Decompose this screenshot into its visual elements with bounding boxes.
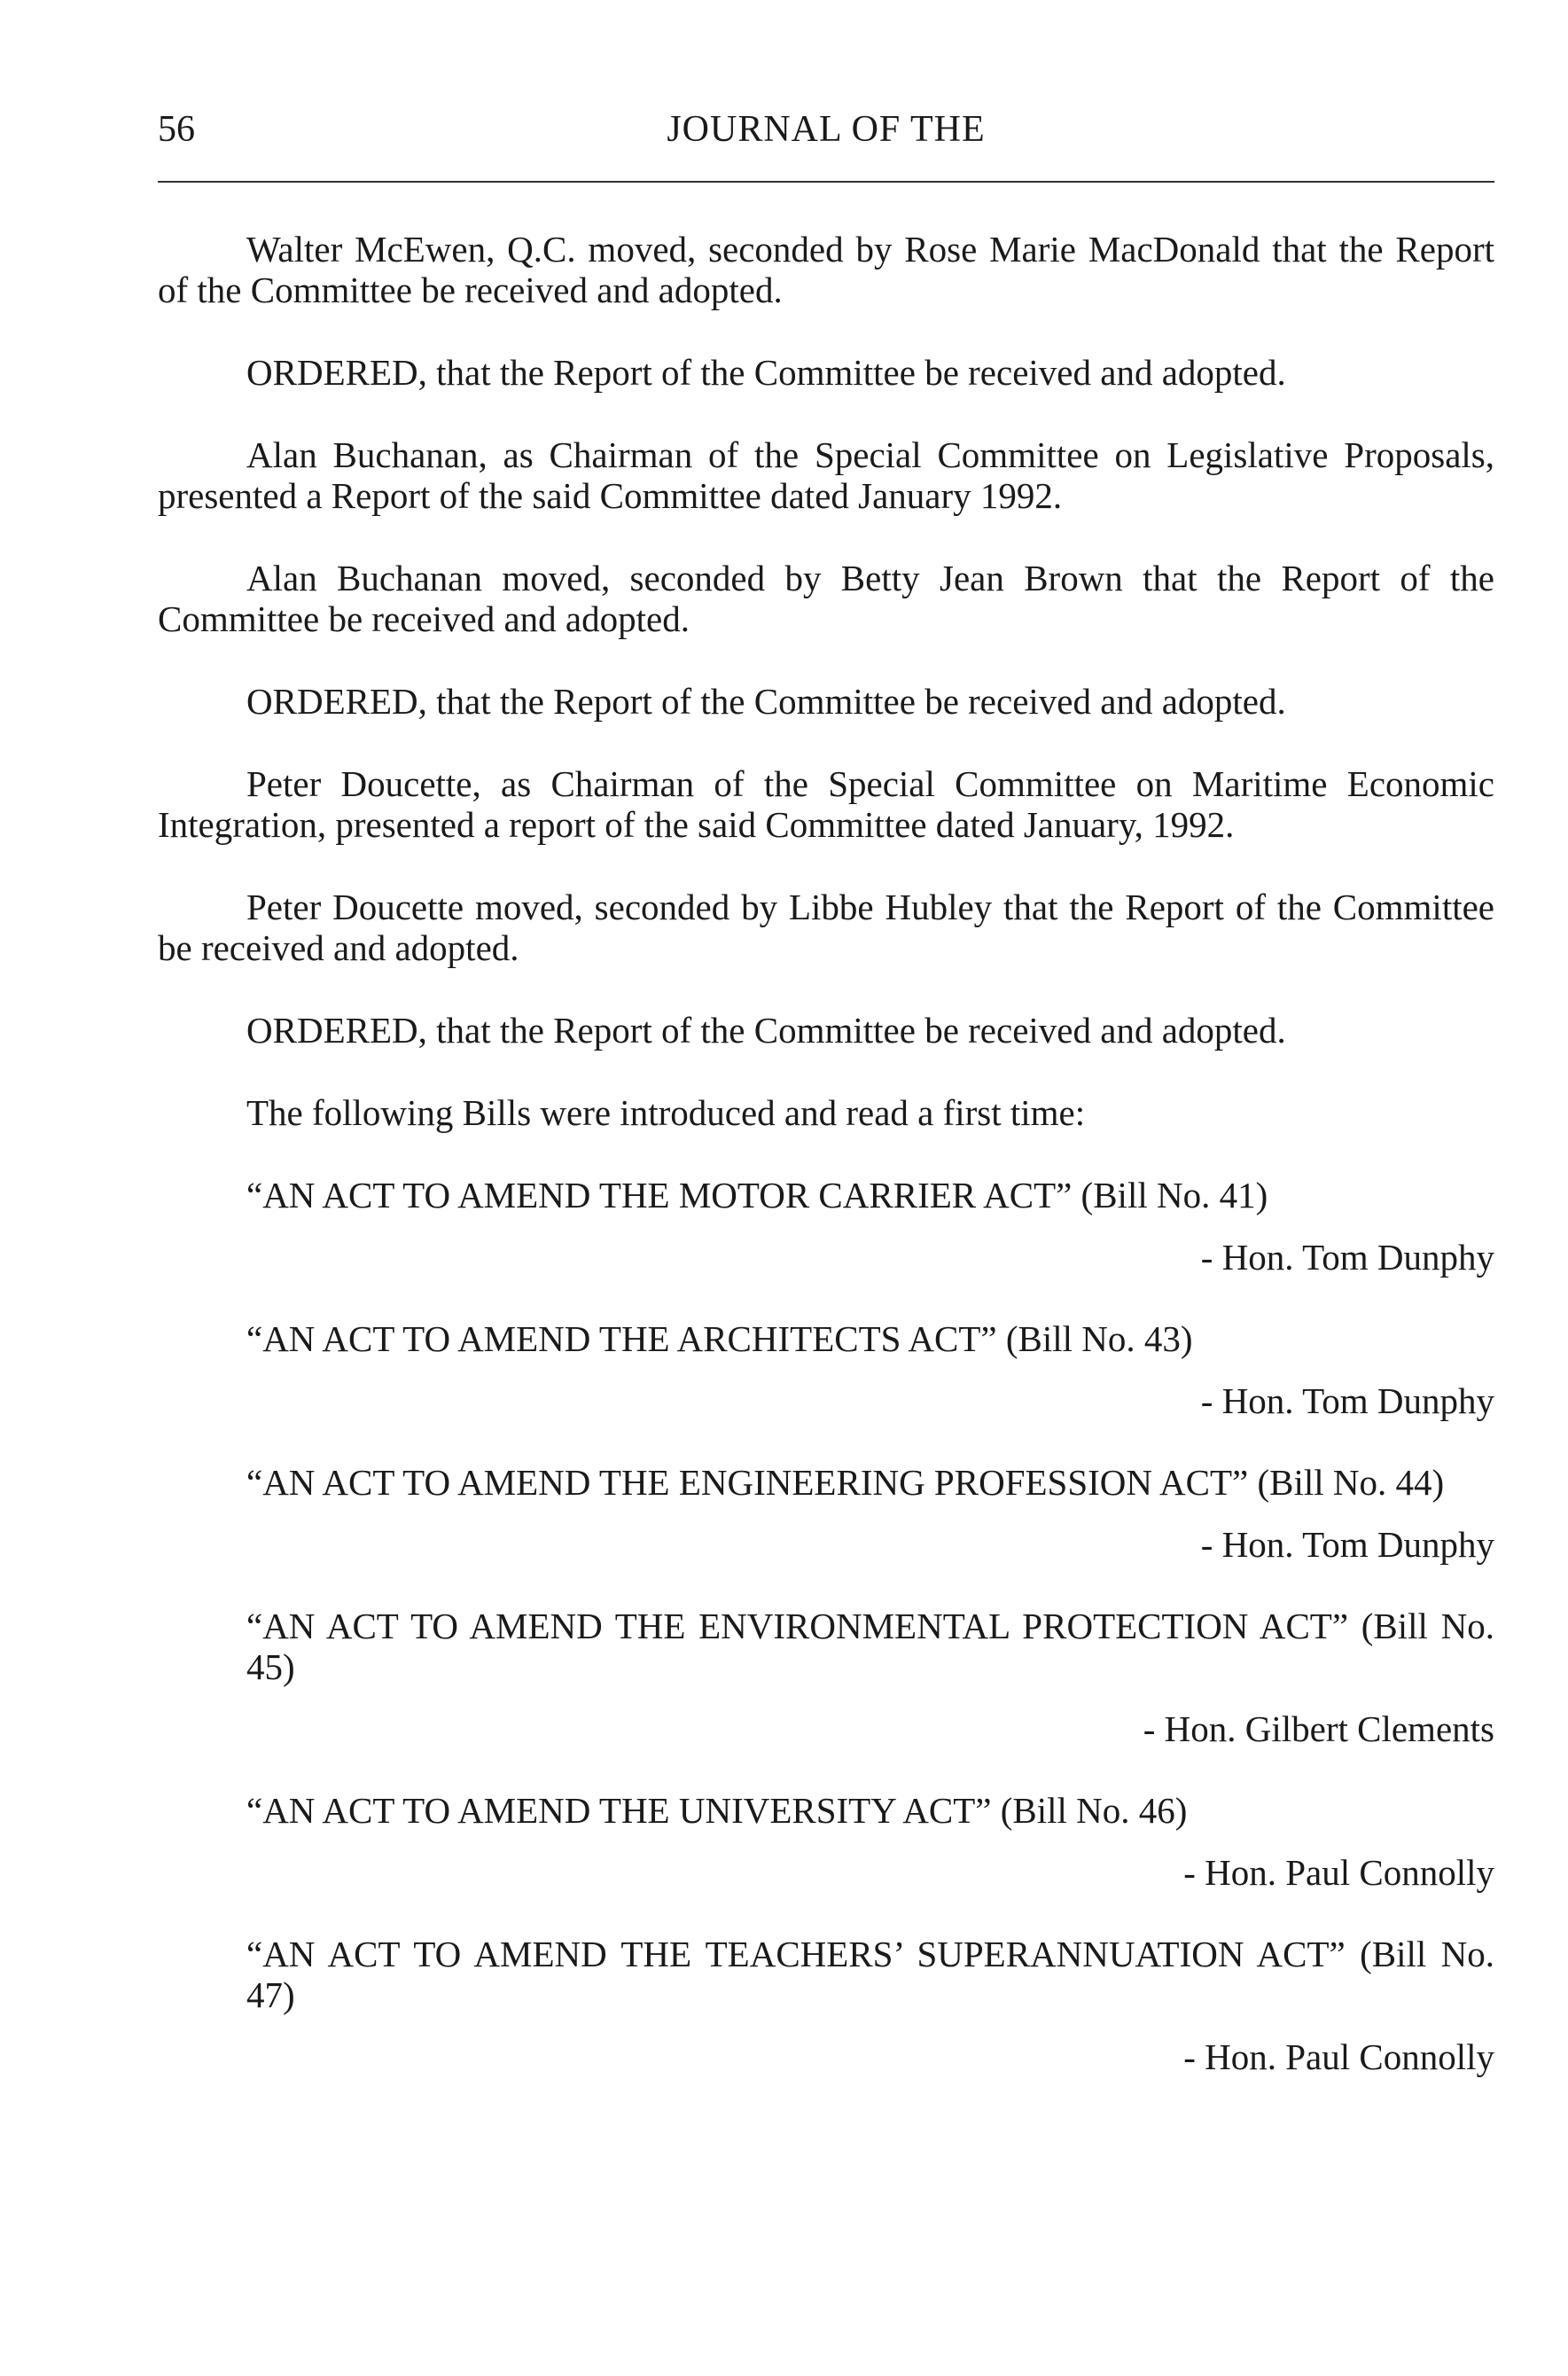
bill-title: “AN ACT TO AMEND THE ENGINEERING PROFESSION ACT” (Bill No. 44) [246,1462,1445,1503]
bill-title: “AN ACT TO AMEND THE ENVIRONMENTAL PROTECTION ACT” (Bill No. 45) [246,1606,1494,1687]
paragraph: ORDERED, that the Report of the Committee be received and adopted. [246,352,1286,393]
bill-sponsor: - Hon. Paul Connolly [1183,1852,1494,1893]
bills-intro: The following Bills were introduced and read a first time: [246,1092,1086,1133]
bill-sponsor: - Hon. Paul Connolly [1183,2036,1494,2077]
journal-body [158,229,1494,2118]
bill-title: “AN ACT TO AMEND THE UNIVERSITY ACT” (Bill No. 46) [246,1790,1188,1831]
bill-title: “AN ACT TO AMEND THE TEACHERS’ SUPERANNUATION ACT” (Bill No. 47) [246,1934,1494,2015]
paragraph: Walter McEwen, Q.C. moved, seconded by Rose Marie MacDonald that the Report of the Committee be received and adopted. [158,229,1494,310]
bill-entry [158,1934,1494,2077]
paragraph: Peter Doucette, as Chairman of the Special Committee on Maritime Economic Integration, presented a report of the said Committee dated January, 1992. [158,763,1494,845]
bill-sponsor: - Hon. Tom Dunphy [1200,1380,1494,1421]
paragraph: ORDERED, that the Report of the Committee be received and adopted. [246,1010,1286,1051]
bill-sponsor: - Hon. Tom Dunphy [1200,1524,1494,1565]
bill-title: “AN ACT TO AMEND THE MOTOR CARRIER ACT” (Bill No. 41) [246,1175,1268,1215]
bill-entry [158,1606,1494,1749]
bill-sponsor: - Hon. Gilbert Clements [1143,1708,1494,1749]
bill-entry [158,1790,1494,1893]
page-number: 56 [158,109,195,150]
bill-entry [158,1175,1494,1278]
running-head: JOURNAL OF THE [667,109,986,150]
bill-title: “AN ACT TO AMEND THE ARCHITECTS ACT” (Bill No. 43) [246,1318,1193,1359]
bill-entry [158,1462,1494,1565]
page-header [158,105,1494,154]
paragraph: ORDERED, that the Report of the Committee be received and adopted. [246,681,1286,722]
paragraph: Alan Buchanan moved, seconded by Betty Jean Brown that the Report of the Committee be received and adopted. [158,558,1494,639]
paragraph: Peter Doucette moved, seconded by Libbe Hubley that the Report of the Committee be received and adopted. [158,887,1494,968]
header-rule [158,181,1494,183]
bill-entry [158,1318,1494,1421]
paragraph: Alan Buchanan, as Chairman of the Special Committee on Legislative Proposals, presented a Report of the said Committee dated January 1992. [158,434,1494,516]
bill-sponsor: - Hon. Tom Dunphy [1200,1237,1494,1278]
